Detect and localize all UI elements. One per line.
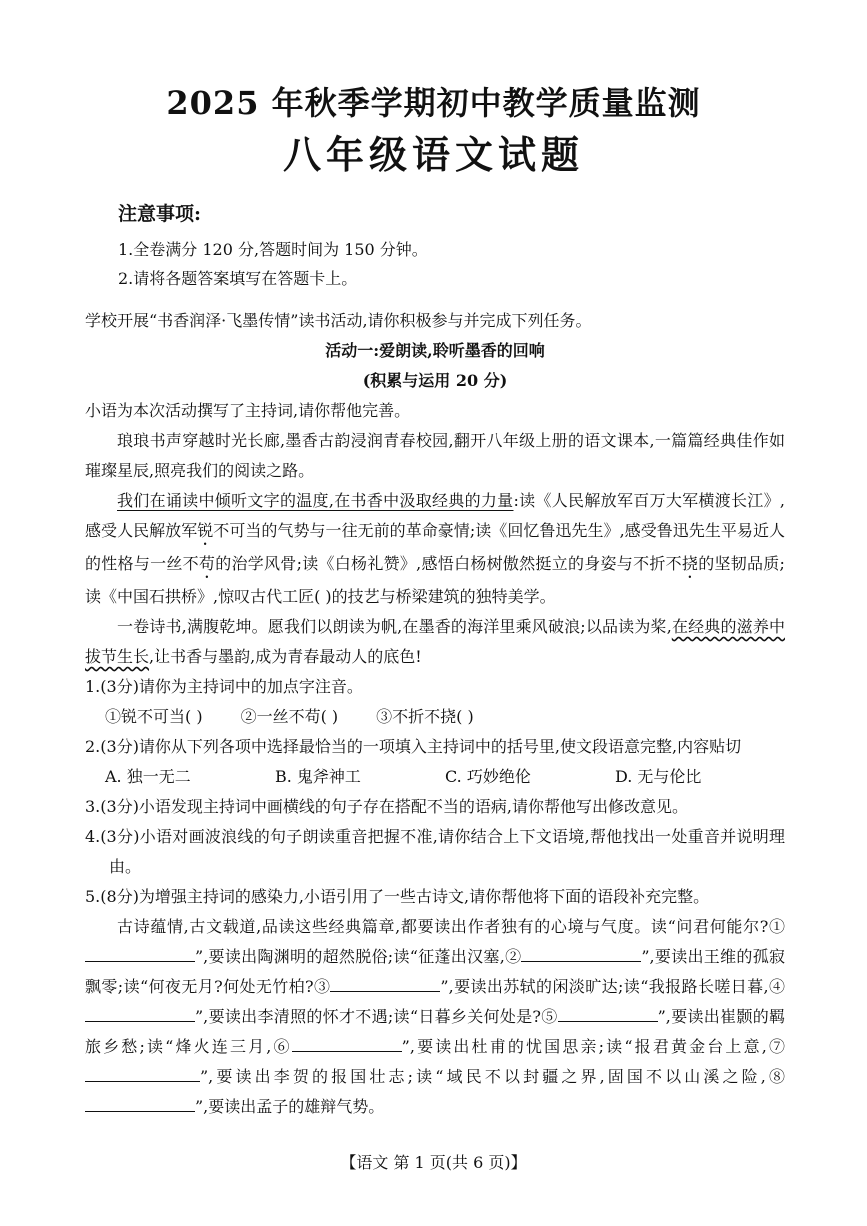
dotted-char: 苟 [198, 554, 216, 573]
blank-3[interactable] [330, 973, 440, 992]
blank-7[interactable] [85, 1063, 200, 1082]
question-4: 4.(3分)小语对画波浪线的句子朗读重音把握不准,请你结合上下文语境,帮他找出一处重音并说明理由。 [85, 827, 785, 876]
host-paragraph-1: 琅琅书声穿越时光长廊,墨香古韵浸润青春校园,翻开八年级上册的语文课本,一篇篇经典佳作如璀璨星辰,照亮我们的阅读之路。 [85, 431, 785, 480]
host-paragraph-3: 一卷诗书,满腹乾坤。愿我们以朗读为帆,在墨香的海洋里乘风破浪;以品读为桨,在经典的滋养中拔节生长,让书香与墨韵,成为青春最动人的底色! [85, 617, 785, 666]
exam-content [85, 306, 785, 1122]
notes-heading: 注意事项: [118, 203, 202, 225]
notes-section [118, 200, 428, 293]
question-2-choices [85, 762, 785, 792]
underlined-sentence: 我们在诵读中倾听文字的温度,在书香中汲取经典的力量 [117, 491, 514, 510]
choice-a: A. 独一无二 [105, 767, 191, 786]
dotted-char: 锐 [197, 521, 214, 540]
question-3: 3.(3分)小语发现主持词中画横线的句子存在搭配不当的语病,请你帮他写出修改意见。 [85, 797, 689, 816]
exam-subject-title: 八年级语文试题 [282, 132, 584, 177]
activity-subtitle: (积累与运用 20 分) [362, 371, 508, 390]
exam-header-title: 2025 年秋季学期初中教学质量监测 [166, 84, 701, 122]
blank-4[interactable] [85, 1003, 195, 1022]
choice-c: C. 巧妙绝伦 [445, 767, 531, 786]
blank-8[interactable] [85, 1093, 195, 1112]
activity-title: 活动一:爱朗读,聆听墨香的回响 [325, 341, 545, 360]
dotted-char: 挠 [681, 554, 699, 573]
note-item: 2.请将各题答案填写在答题卡上。 [118, 269, 358, 288]
question-5: 5.(8分)为增强主持词的感染力,小语引用了一些古诗文,请你帮他将下面的语段补充完整。 [85, 887, 710, 906]
question-2: 2.(3分)请你从下列各项中选择最恰当的一项填入主持词中的括号里,使文段语意完整,内容贴切 [85, 737, 742, 756]
pinyin-option: ③不折不挠( ) [376, 707, 474, 726]
choice-d: D. 无与伦比 [615, 767, 702, 786]
page-footer: 【语文 第 1 页(共 6 页)】 [340, 1153, 527, 1172]
pinyin-option: ①锐不可当( ) [105, 707, 203, 726]
pinyin-option: ②一丝不苟( ) [240, 707, 339, 726]
blank-1[interactable] [85, 943, 195, 962]
blank-2[interactable] [521, 943, 641, 962]
lead-text: 小语为本次活动撰写了主持词,请你帮他完善。 [85, 401, 411, 420]
intro-text: 学校开展“书香润泽·飞墨传情”读书活动,请你积极参与并完成下列任务。 [85, 311, 592, 330]
note-item: 1.全卷满分 120 分,答题时间为 150 分钟。 [118, 240, 428, 259]
host-paragraph-2: 我们在诵读中倾听文字的温度,在书香中汲取经典的力量:读《人民解放军百万大军横渡长江》,感受人民解放军锐不可当的气势与一往无前的革命豪情;读《回忆鲁迅先生》,感受鲁迅先生平易近人的性格与一丝不苟的治学风骨;读《白杨礼赞》,感悟白杨树傲然挺立的身姿与不折不挠的坚韧品质;读《中国石拱桥》,惊叹古代工匠( )的技艺与桥梁建筑的独特美学。 [85, 491, 785, 606]
poetry-paragraph: 古诗蕴情,古文载道,品读这些经典篇章,都要读出作者独有的心境与气度。读“问君何能尔?①”,要读出陶渊明的超然脱俗;读“征蓬出汉塞,② ”,要读出王维的孤寂飘零;读“何夜无月?何处无竹柏?③ ”,要读出苏轼的闲淡旷达;读“我报路长嗟日暮,④”,要读出李清照的怀才不遇;读“日暮乡关何处是?⑤ ”,要读出崔颢的羁旅乡愁;读“烽火连三月,⑥ ”,要读出杜甫的忧国思亲;读“报君黄金台上意,⑦”,要读出李贺的报国壮志;读“域民不以封疆之界,固国不以山溪之险,⑧”,要读出孟子的雄辩气势。 [85, 917, 785, 1116]
blank-6[interactable] [292, 1033, 402, 1052]
question-1-options [85, 702, 785, 732]
question-1: 1.(3分)请你为主持词中的加点字注音。 [85, 677, 363, 696]
wavy-sentence: 在经典的滋养中拔节生长 [85, 617, 785, 666]
choice-b: B. 鬼斧神工 [275, 767, 361, 786]
blank-5[interactable] [558, 1003, 658, 1022]
